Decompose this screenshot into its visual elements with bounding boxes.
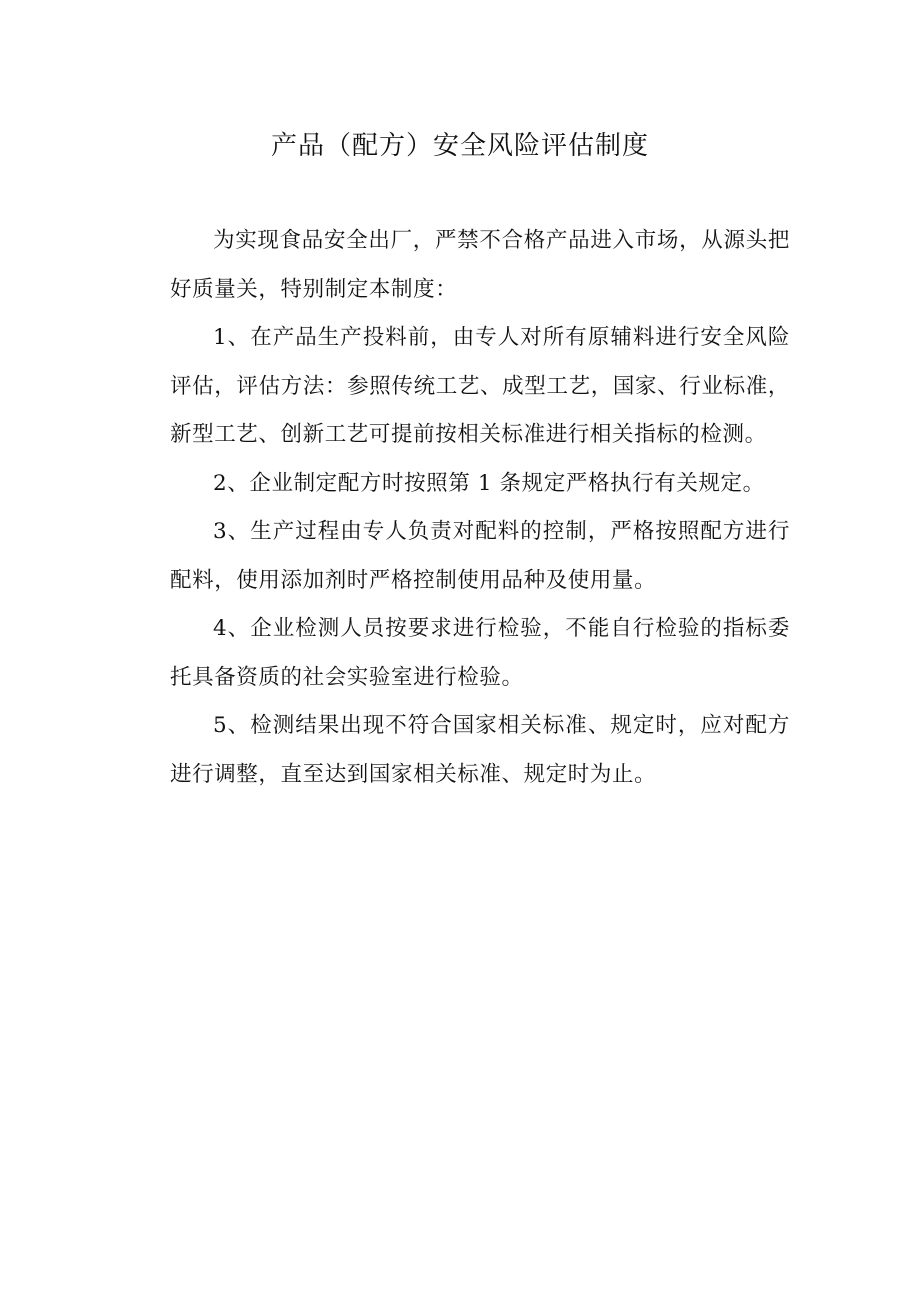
rule-1-paragraph: 1、在产品生产投料前，由专人对所有原辅料进行安全风险评估，评估方法：参照传统工艺、成型工艺，国家、行业标准，新型工艺、创新工艺可提前按相关标准进行相关指标的检测。	[170, 325, 790, 447]
rule-4-paragraph: 4、企业检测人员按要求进行检验，不能自行检验的指标委托具备资质的社会实验室进行检验。	[170, 616, 790, 690]
document-title: 产品（配方）安全风险评估制度	[270, 131, 649, 161]
rule-5-paragraph: 5、检测结果出现不符合国家相关标准、规定时，应对配方进行调整，直至达到国家相关标准、规定时为止。	[170, 713, 790, 787]
intro-paragraph: 为实现食品安全出厂，严禁不合格产品进入市场，从源头把好质量关，特别制定本制度：	[170, 228, 790, 302]
rule-3-paragraph: 3、生产过程由专人负责对配料的控制，严格按照配方进行配料，使用添加剂时严格控制使用品种及使用量。	[170, 519, 790, 593]
document-body	[170, 217, 790, 799]
rule-2-paragraph: 2、企业制定配方时按照第 1 条规定严格执行有关规定。	[213, 470, 765, 496]
